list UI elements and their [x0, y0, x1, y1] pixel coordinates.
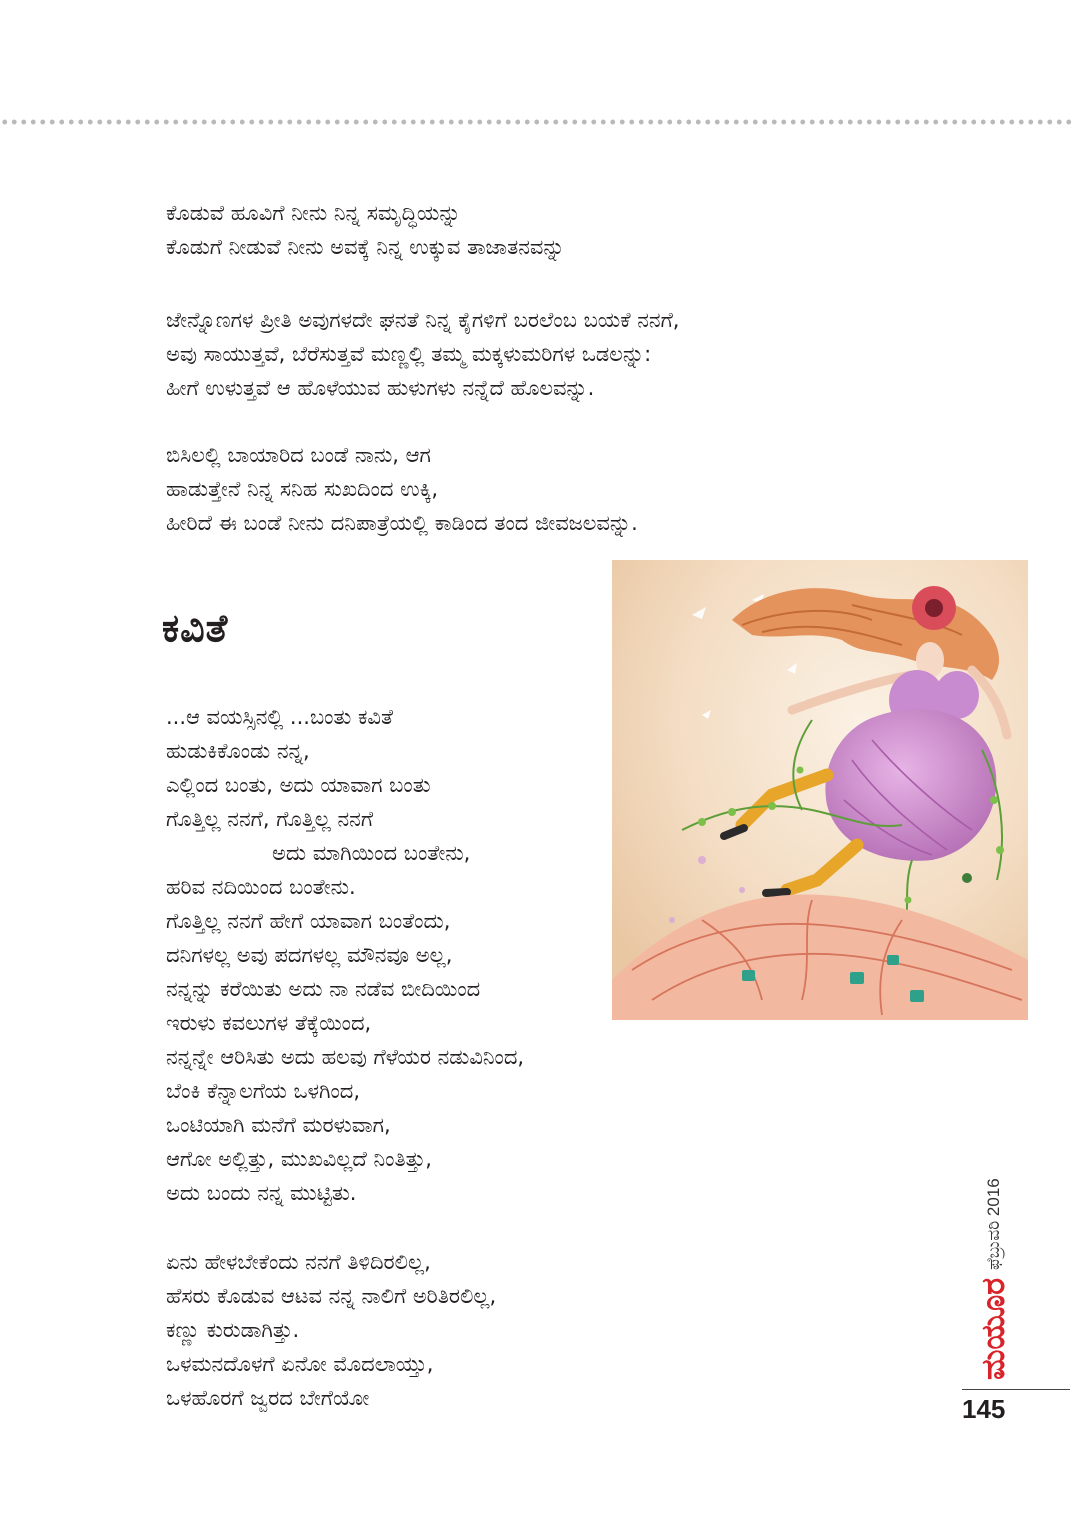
- page-number: 145: [962, 1394, 1006, 1424]
- verse-line: ಏನು ಹೇಳಬೇಕೆಂದು ನನಗೆ ತಿಳಿದಿರಲಿಲ್ಲ,: [166, 1250, 431, 1274]
- verse-line: ನನ್ನನ್ನೇ ಆರಿಸಿತು ಅದು ಹಲವು ಗೆಳೆಯರ ನಡುವಿನಿಂದ,: [166, 1045, 525, 1069]
- verse-line: ಕೊಡುವೆ ಹೂವಿಗೆ ನೀನು ನಿನ್ನ ಸಮೃದ್ಧಿಯನ್ನು: [166, 201, 461, 225]
- verse-line: ಅದು ಬಂದು ನನ್ನ ಮುಟ್ಟಿತು.: [166, 1181, 357, 1205]
- verse-line: ಇರುಳು ಕವಲುಗಳ ತೆಕ್ಕೆಯಿಂದ,: [166, 1011, 372, 1035]
- verse-line: ಬಿಸಿಲಲ್ಲಿ ಬಾಯಾರಿದ ಬಂಡೆ ನಾನು, ಆಗ: [166, 443, 431, 467]
- verse-line: ಒಳಮನದೊಳಗೆ ಏನೋ ಮೊದಲಾಯ್ತು,: [166, 1352, 434, 1376]
- issue-date: ಫೆಬ್ರುವರಿ 2016: [984, 1178, 1003, 1270]
- poem-title: ಕವಿತೆ: [162, 606, 229, 650]
- stanza-1: [166, 196, 565, 264]
- verse-line: ಅವು ಸಾಯುತ್ತವೆ, ಬೆರೆಸುತ್ತವೆ ಮಣ್ಣಲ್ಲಿ ತಮ್ಮ ಮಕ್ಕಳುಮರಿಗಳ ಒಡಲನ್ನು:: [166, 342, 652, 366]
- verse-line: ಕೊಡುಗೆ ನೀಡುವೆ ನೀನು ಅವಕ್ಕೆ ನಿನ್ನ ಉಕ್ಕುವ ತಾಜಾತನವನ್ನು: [166, 235, 565, 259]
- stanza-2: [166, 303, 680, 405]
- verse-line: ಕಣ್ಣು ಕುರುಡಾಗಿತ್ತು.: [166, 1318, 300, 1342]
- folio-rule: [962, 1389, 1070, 1390]
- verse-line: ಎಲ್ಲಿಂದ ಬಂತು, ಅದು ಯಾವಾಗ ಬಂತು: [166, 773, 431, 797]
- verse-line: ಆಗೋ ಅಲ್ಲಿತ್ತು, ಮುಖವಿಲ್ಲದೆ ನಿಂತಿತ್ತು,: [166, 1147, 432, 1171]
- stanza-5: [166, 1245, 496, 1415]
- verse-line: ಒಳಹೊರಗೆ ಜ್ವರದ ಬೇಗೆಯೋ: [166, 1386, 370, 1410]
- verse-line: ದನಿಗಳಲ್ಲ ಅವು ಪದಗಳಲ್ಲ ಮೌನವೂ ಅಲ್ಲ,: [166, 943, 453, 967]
- stanza-4: [166, 700, 524, 1210]
- stanza-3: [166, 438, 638, 540]
- poem-illustration: [612, 560, 1028, 1020]
- verse-line: ಹರಿವ ನದಿಯಿಂದ ಬಂತೇನು.: [166, 875, 356, 899]
- verse-line: ಜೇನ್ನೊಣಗಳ ಪ್ರೀತಿ ಅವುಗಳದೇ ಘನತೆ ನಿನ್ನ ಕೈಗಳಿಗೆ ಬರಲೆಂಬ ಬಯಕೆ ನನಗೆ,: [166, 308, 680, 332]
- verse-line: ಬೆಂಕಿ ಕೆನ್ನಾಲಗೆಯ ಒಳಗಿಂದ,: [166, 1079, 361, 1103]
- verse-line: ನನ್ನನ್ನು ಕರೆಯಿತು ಅದು ನಾ ನಡೆವ ಬೀದಿಯಿಂದ: [166, 977, 481, 1001]
- verse-line: ಹೀಗೆ ಉಳುತ್ತವೆ ಆ ಹೊಳೆಯುವ ಹುಳುಗಳು ನನ್ನೆದೆ ಹೊಲವನ್ನು.: [166, 376, 595, 400]
- dotted-header-rule: [0, 118, 1072, 126]
- verse-line: ಒಂಟಿಯಾಗಿ ಮನೆಗೆ ಮರಳುವಾಗ,: [166, 1113, 391, 1137]
- verse-line: ಗೊತ್ತಿಲ್ಲ ನನಗೆ, ಗೊತ್ತಿಲ್ಲ ನನಗೆ: [166, 807, 374, 831]
- verse-line: ...ಆ ವಯಸ್ಸಿನಲ್ಲಿ ...ಬಂತು ಕವಿತೆ: [166, 705, 393, 729]
- magazine-logo: ಮಯೂರ: [975, 1277, 1011, 1380]
- verse-line: ಅದು ಮಾಗಿಯಿಂದ ಬಂತೇನು,: [272, 841, 471, 865]
- verse-line: ಹಾಡುತ್ತೇನೆ ನಿನ್ನ ಸನಿಹ ಸುಖದಿಂದ ಉಕ್ಕಿ,: [166, 477, 439, 501]
- verse-line: ಹೀರಿದೆ ಈ ಬಂಡೆ ನೀನು ದನಿಪಾತ್ರೆಯಲ್ಲಿ ಕಾಡಿಂದ ತಂದ ಜೀವಜಲವನ್ನು.: [166, 511, 638, 535]
- verse-line: ಹೆಸರು ಕೊಡುವ ಆಟವ ನನ್ನ ನಾಲಿಗೆ ಅರಿತಿರಲಿಲ್ಲ,: [166, 1284, 497, 1308]
- verse-line: ಗೊತ್ತಿಲ್ಲ ನನಗೆ ಹೇಗೆ ಯಾವಾಗ ಬಂತೆಂದು,: [166, 909, 451, 933]
- verse-line: ಹುಡುಕಿಕೊಂಡು ನನ್ನ,: [166, 739, 310, 763]
